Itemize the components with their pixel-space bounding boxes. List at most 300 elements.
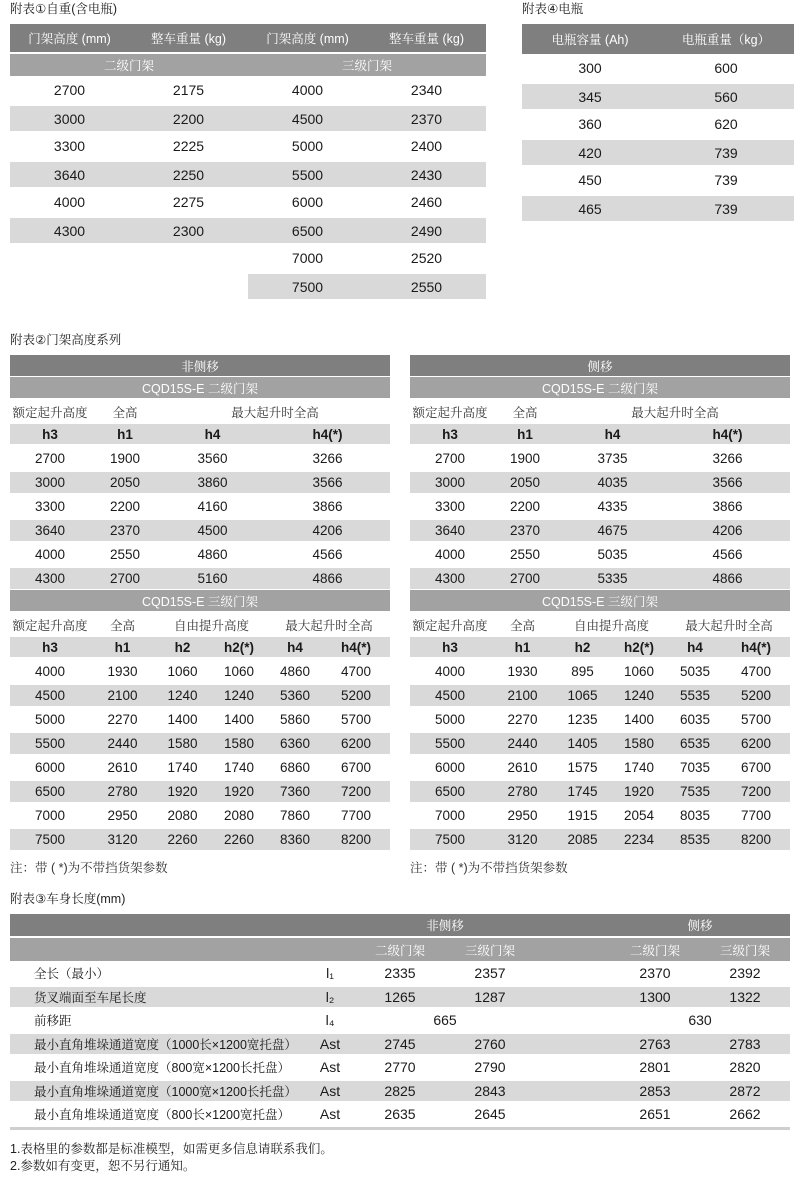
cell: 2370 bbox=[367, 104, 486, 132]
table-row bbox=[410, 542, 790, 566]
cell: 2820 bbox=[729, 1058, 761, 1075]
cell: 2260 bbox=[155, 827, 210, 851]
cell: 1240 bbox=[610, 683, 668, 707]
cell: 2700 bbox=[90, 566, 160, 590]
table1-body bbox=[10, 76, 486, 300]
cell: 3640 bbox=[10, 518, 90, 542]
group-header: 最大起升时全高 bbox=[285, 618, 373, 633]
cell bbox=[535, 1102, 610, 1126]
cell: 739 bbox=[658, 138, 794, 166]
cell: 1060 bbox=[223, 663, 255, 679]
cell: 3866 bbox=[712, 498, 743, 514]
cell: 2430 bbox=[367, 160, 486, 188]
cell: 2825 bbox=[355, 1079, 445, 1103]
cell: 7700 bbox=[740, 807, 772, 823]
table-row bbox=[410, 659, 790, 683]
table-row bbox=[10, 104, 486, 132]
section-appendix2-mast-heights bbox=[10, 333, 790, 876]
cell: 6000 bbox=[34, 759, 66, 775]
cell: 3300 bbox=[53, 138, 86, 154]
cell bbox=[129, 272, 248, 300]
symbol-header-row bbox=[10, 424, 390, 446]
cell: 5860 bbox=[279, 711, 311, 727]
cell: 2270 bbox=[107, 711, 138, 727]
three-stage-body bbox=[410, 659, 790, 851]
cell: 2100 bbox=[490, 683, 555, 707]
cell: 7700 bbox=[340, 807, 372, 823]
column-header: 整车重量 (kg) bbox=[150, 32, 226, 46]
symbol-header-row bbox=[10, 637, 390, 659]
cell: 7535 bbox=[668, 779, 722, 803]
cell: 345 bbox=[522, 82, 658, 110]
cell: 1400 bbox=[223, 711, 255, 727]
symbol-header: h3 bbox=[410, 637, 490, 659]
cell: 1400 bbox=[167, 711, 198, 727]
cell: 2770 bbox=[384, 1058, 416, 1075]
cell: 1405 bbox=[555, 731, 610, 755]
group-header: 额定起升高度 bbox=[412, 618, 488, 633]
group-header: 额定起升高度 bbox=[412, 405, 488, 420]
cell: 5200 bbox=[722, 683, 790, 707]
table-row bbox=[410, 755, 790, 779]
cell: 4566 bbox=[712, 546, 743, 562]
symbol-header: h1 bbox=[90, 424, 160, 446]
cell: 1930 bbox=[107, 663, 138, 679]
table-row bbox=[10, 566, 390, 590]
cell: 2843 bbox=[445, 1079, 535, 1103]
group-header: 全高 bbox=[509, 618, 535, 633]
cell: 4000 bbox=[434, 546, 466, 562]
cell: 6500 bbox=[10, 779, 90, 803]
cell: l₂ bbox=[305, 985, 355, 1009]
cell: 1575 bbox=[567, 759, 598, 775]
cell: 8035 bbox=[679, 807, 711, 823]
cell: 3300 bbox=[434, 498, 466, 514]
table-row bbox=[10, 446, 390, 470]
table-row bbox=[410, 803, 790, 827]
cell: 739 bbox=[714, 172, 738, 188]
table-row bbox=[410, 446, 790, 470]
cell: l₁ bbox=[326, 964, 334, 981]
table-row bbox=[10, 985, 790, 1009]
cell: 739 bbox=[658, 194, 794, 222]
cell: 4000 bbox=[34, 663, 66, 679]
symbol-header: h4(*) bbox=[665, 424, 790, 446]
cell: l₄ bbox=[325, 1011, 335, 1028]
table-row bbox=[10, 731, 390, 755]
footnotes bbox=[10, 1141, 333, 1175]
table3-variant-row bbox=[10, 914, 790, 938]
cell: 3000 bbox=[410, 470, 490, 494]
cell: 6200 bbox=[722, 731, 790, 755]
cell: 1745 bbox=[555, 779, 610, 803]
cell: 5160 bbox=[160, 566, 265, 590]
cell bbox=[10, 244, 129, 272]
cell bbox=[535, 1079, 610, 1103]
table-row bbox=[410, 683, 790, 707]
cell: 2100 bbox=[90, 683, 155, 707]
cell: 4300 bbox=[410, 566, 490, 590]
cell: 4035 bbox=[560, 470, 665, 494]
table-row bbox=[10, 659, 390, 683]
cell: 300 bbox=[578, 60, 602, 76]
symbol-header: h3 bbox=[10, 424, 90, 446]
cell: 560 bbox=[658, 82, 794, 110]
cell: 4675 bbox=[560, 518, 665, 542]
cell: 货叉端面至车尾长度 bbox=[10, 985, 305, 1009]
cell: 2950 bbox=[107, 807, 138, 823]
cell: 8200 bbox=[322, 827, 390, 851]
cell: 4500 bbox=[248, 104, 367, 132]
cell: 8535 bbox=[668, 827, 722, 851]
table-row bbox=[10, 188, 486, 216]
column-header: 三级门架 bbox=[464, 943, 515, 958]
table3-mast-row bbox=[10, 938, 790, 961]
table-row bbox=[410, 827, 790, 851]
cell: 1920 bbox=[610, 779, 668, 803]
column-header: 三级门架 bbox=[719, 943, 770, 958]
cell: 2080 bbox=[223, 807, 255, 823]
cell: 5335 bbox=[560, 566, 665, 590]
column-header: 电瓶重量（kg） bbox=[681, 33, 771, 47]
symbol-header: h4 bbox=[160, 424, 265, 446]
symbol-header: h4(*) bbox=[722, 637, 790, 659]
cell: 6700 bbox=[340, 759, 372, 775]
cell: 2370 bbox=[639, 964, 671, 981]
cell: 2783 bbox=[700, 1032, 790, 1056]
cell: 5500 bbox=[10, 731, 90, 755]
table-row bbox=[522, 110, 794, 138]
group-header-row bbox=[410, 399, 790, 424]
table-appendix1-self-weight bbox=[10, 2, 486, 300]
cell: 6535 bbox=[668, 731, 722, 755]
cell: 最小直角堆垛通道宽度（1000长×1200宽托盘） bbox=[10, 1032, 305, 1056]
table-row bbox=[410, 518, 790, 542]
cell: 最小直角堆垛通道宽度（800长×1200宽托盘） bbox=[34, 1107, 290, 1122]
table-row bbox=[410, 779, 790, 803]
table-row bbox=[522, 138, 794, 166]
cell: 1060 bbox=[623, 663, 655, 679]
table-row bbox=[10, 244, 486, 272]
table-row bbox=[10, 216, 486, 244]
cell bbox=[535, 985, 610, 1009]
cell: 4500 bbox=[410, 683, 490, 707]
table-row bbox=[10, 707, 390, 731]
cell: 1580 bbox=[155, 731, 210, 755]
table1 bbox=[10, 24, 486, 300]
cell: 2270 bbox=[507, 711, 538, 727]
cell: 620 bbox=[714, 116, 738, 132]
cell: 1400 bbox=[623, 711, 655, 727]
cell: 1240 bbox=[155, 683, 210, 707]
group-header: 最大起升时全高 bbox=[631, 405, 719, 420]
cell: 1265 bbox=[355, 985, 445, 1009]
cell bbox=[535, 1032, 610, 1056]
cell: 2340 bbox=[410, 82, 443, 98]
table-row bbox=[522, 166, 794, 194]
cell: 1740 bbox=[223, 759, 255, 775]
cell: 4500 bbox=[160, 518, 265, 542]
table3 bbox=[10, 914, 790, 1130]
column-header: 二级门架 bbox=[374, 943, 425, 958]
cell: 前移距 bbox=[34, 1013, 72, 1028]
cell: 2662 bbox=[729, 1105, 761, 1122]
cell: 600 bbox=[714, 60, 738, 76]
cell: 3560 bbox=[197, 450, 228, 466]
cell: 7200 bbox=[322, 779, 390, 803]
cell: 1740 bbox=[623, 759, 655, 775]
cell: 4500 bbox=[10, 683, 90, 707]
cell: 6200 bbox=[322, 731, 390, 755]
symbol-header: h2(*) bbox=[210, 637, 268, 659]
mast-tables-container bbox=[10, 355, 790, 876]
table3-body bbox=[10, 961, 790, 1126]
cell: 2225 bbox=[172, 138, 205, 154]
cell: 2550 bbox=[109, 546, 141, 562]
variant-header: 侧移 bbox=[687, 919, 713, 933]
table-row bbox=[10, 76, 486, 104]
cell: 1900 bbox=[509, 450, 541, 466]
table-row bbox=[10, 132, 486, 160]
column-header: 电瓶容量 (Ah) bbox=[551, 33, 629, 47]
cell: 4206 bbox=[665, 518, 790, 542]
cell: 6360 bbox=[268, 731, 322, 755]
model-header: CQD15S-E 三级门架 bbox=[10, 590, 390, 612]
cell: 5700 bbox=[740, 711, 772, 727]
table-row bbox=[10, 272, 486, 300]
cell: 6035 bbox=[679, 711, 711, 727]
cell: 895 bbox=[571, 663, 594, 679]
cell: 1235 bbox=[567, 711, 598, 727]
two-stage-body bbox=[10, 446, 390, 590]
cell: 2440 bbox=[490, 731, 555, 755]
cell: 2610 bbox=[507, 759, 538, 775]
cell: 2200 bbox=[129, 104, 248, 132]
cell: 2200 bbox=[109, 498, 141, 514]
cell: 4700 bbox=[340, 663, 372, 679]
symbol-header: h4 bbox=[268, 637, 322, 659]
table-row bbox=[410, 731, 790, 755]
cell: 6000 bbox=[291, 194, 324, 210]
cell: 2550 bbox=[367, 272, 486, 300]
cell: 3000 bbox=[10, 104, 129, 132]
cell: 7500 bbox=[10, 827, 90, 851]
cell: 2700 bbox=[53, 82, 86, 98]
symbol-header: h3 bbox=[10, 637, 90, 659]
cell: 4000 bbox=[434, 663, 466, 679]
cell: 2520 bbox=[410, 250, 443, 266]
table-row bbox=[10, 1032, 790, 1056]
cell: 2440 bbox=[90, 731, 155, 755]
table-row bbox=[522, 54, 794, 82]
table3-title: 附表③车身长度(mm) bbox=[10, 892, 126, 906]
cell: 5000 bbox=[291, 138, 324, 154]
cell: 5500 bbox=[248, 160, 367, 188]
symbol-header: h2 bbox=[555, 637, 610, 659]
symbol-header: h4(*) bbox=[322, 637, 390, 659]
cell: 2490 bbox=[367, 216, 486, 244]
cell: 最小直角堆垛通道宽度（800宽×1200长托盘） bbox=[34, 1060, 290, 1075]
cell: 6000 bbox=[434, 759, 466, 775]
symbol-header-row bbox=[410, 637, 790, 659]
cell: 2200 bbox=[509, 498, 541, 514]
cell: 2080 bbox=[167, 807, 198, 823]
table4 bbox=[522, 24, 794, 222]
symbol-header: h4(*) bbox=[265, 424, 390, 446]
cell: 6500 bbox=[248, 216, 367, 244]
cell: 3000 bbox=[10, 470, 90, 494]
cell: 2763 bbox=[610, 1032, 700, 1056]
cell: 6500 bbox=[410, 779, 490, 803]
cell: 2400 bbox=[410, 138, 443, 154]
cell: 2790 bbox=[474, 1058, 506, 1075]
cell: 2700 bbox=[490, 566, 560, 590]
cell: 3860 bbox=[160, 470, 265, 494]
table-row bbox=[410, 494, 790, 518]
table-row bbox=[10, 803, 390, 827]
cell: 4866 bbox=[265, 566, 390, 590]
cell: 5035 bbox=[597, 546, 628, 562]
symbol-header: h4 bbox=[668, 637, 722, 659]
cell: 2370 bbox=[490, 518, 560, 542]
cell: 4566 bbox=[312, 546, 343, 562]
group-header: 最大起升时全高 bbox=[231, 405, 319, 420]
table-note: 注：带 ( *)为不带挡货架参数 bbox=[410, 861, 568, 875]
mast-table-sideshift bbox=[410, 355, 790, 876]
model-header: CQD15S-E 二级门架 bbox=[410, 377, 790, 399]
cell: 630 bbox=[688, 1011, 712, 1028]
cell: 7500 bbox=[248, 272, 367, 300]
group-header: 全高 bbox=[512, 405, 538, 420]
table4-header-row bbox=[522, 24, 794, 54]
cell: 1240 bbox=[210, 683, 268, 707]
group-header: 自由提升高度 bbox=[173, 618, 249, 633]
cell: 2357 bbox=[474, 964, 506, 981]
table-row bbox=[10, 160, 486, 188]
table-row bbox=[410, 707, 790, 731]
cell: 1920 bbox=[155, 779, 210, 803]
cell: 1060 bbox=[167, 663, 198, 679]
symbol-header: h1 bbox=[490, 637, 555, 659]
cell: 4000 bbox=[291, 82, 324, 98]
symbol-header: h3 bbox=[410, 424, 490, 446]
column-header: 二级门架 bbox=[629, 943, 680, 958]
table-row bbox=[10, 683, 390, 707]
cell: 7035 bbox=[679, 759, 711, 775]
group-header: 自由提升高度 bbox=[573, 618, 649, 633]
column-header: 门架高度 (mm) bbox=[266, 32, 349, 46]
table-row bbox=[10, 961, 790, 985]
cell: 1930 bbox=[507, 663, 538, 679]
variant-header: 非侧移 bbox=[10, 355, 390, 377]
table-appendix3-body-length bbox=[10, 892, 790, 1130]
cell: 1065 bbox=[555, 683, 610, 707]
group-header: 额定起升高度 bbox=[12, 618, 88, 633]
cell: Ast bbox=[305, 1079, 355, 1103]
cell: 全长（最小） bbox=[34, 966, 110, 981]
table2-title: 附表②门架高度系列 bbox=[10, 333, 122, 347]
table-row bbox=[522, 194, 794, 222]
cell: 8360 bbox=[268, 827, 322, 851]
table-row bbox=[10, 494, 390, 518]
cell: 4000 bbox=[53, 194, 86, 210]
table-row bbox=[10, 1102, 790, 1126]
cell: 4860 bbox=[279, 663, 311, 679]
group-header-row bbox=[10, 612, 390, 637]
cell: 5000 bbox=[34, 711, 66, 727]
cell: 3266 bbox=[712, 450, 743, 466]
cell: 7000 bbox=[434, 807, 466, 823]
cell: 4300 bbox=[10, 216, 129, 244]
footnote-line: 2.参数如有变更，恕不另行通知。 bbox=[10, 1159, 196, 1173]
cell: 2872 bbox=[700, 1079, 790, 1103]
cell: 7500 bbox=[410, 827, 490, 851]
table1-title: 附表①自重(含电瓶) bbox=[10, 2, 118, 16]
cell: 3735 bbox=[597, 450, 628, 466]
cell: 2635 bbox=[384, 1105, 416, 1122]
cell: 2550 bbox=[509, 546, 541, 562]
cell: 5535 bbox=[668, 683, 722, 707]
cell: 5360 bbox=[268, 683, 322, 707]
cell: 2300 bbox=[129, 216, 248, 244]
cell: 2801 bbox=[639, 1058, 671, 1075]
table-row bbox=[10, 470, 390, 494]
cell: 2085 bbox=[555, 827, 610, 851]
cell: 2050 bbox=[490, 470, 560, 494]
cell: 2335 bbox=[384, 964, 416, 981]
cell: 2760 bbox=[445, 1032, 535, 1056]
table-row bbox=[10, 542, 390, 566]
symbol-header: h2 bbox=[155, 637, 210, 659]
symbol-header: h1 bbox=[90, 637, 155, 659]
cell: 7200 bbox=[722, 779, 790, 803]
cell: 1287 bbox=[445, 985, 535, 1009]
group-header: 二级门架 bbox=[103, 59, 154, 73]
cell: 2651 bbox=[639, 1105, 671, 1122]
cell: 3566 bbox=[665, 470, 790, 494]
cell: 3120 bbox=[90, 827, 155, 851]
cell bbox=[10, 272, 129, 300]
column-header: 门架高度 (mm) bbox=[28, 32, 111, 46]
cell: 6700 bbox=[740, 759, 772, 775]
cell: 1322 bbox=[700, 985, 790, 1009]
cell: 465 bbox=[522, 194, 658, 222]
cell: 7000 bbox=[34, 807, 66, 823]
cell: 2054 bbox=[623, 807, 655, 823]
cell: 4160 bbox=[197, 498, 228, 514]
cell: 3566 bbox=[265, 470, 390, 494]
cell: 1300 bbox=[610, 985, 700, 1009]
cell: 2780 bbox=[490, 779, 555, 803]
cell: 2853 bbox=[610, 1079, 700, 1103]
model-header: CQD15S-E 三级门架 bbox=[410, 590, 790, 612]
cell: 3640 bbox=[10, 160, 129, 188]
cell: 5035 bbox=[679, 663, 711, 679]
cell: 2234 bbox=[610, 827, 668, 851]
cell: 5500 bbox=[410, 731, 490, 755]
cell: 3866 bbox=[312, 498, 343, 514]
table-row bbox=[410, 566, 790, 590]
model-header: CQD15S-E 二级门架 bbox=[10, 377, 390, 399]
table-row bbox=[10, 1079, 790, 1103]
cell: 2610 bbox=[107, 759, 138, 775]
table-appendix4-battery bbox=[522, 2, 794, 222]
variant-header: 侧移 bbox=[410, 355, 790, 377]
table-row bbox=[10, 1055, 790, 1079]
cell: 3120 bbox=[490, 827, 555, 851]
cell: Ast bbox=[319, 1058, 341, 1075]
cell: 3640 bbox=[410, 518, 490, 542]
